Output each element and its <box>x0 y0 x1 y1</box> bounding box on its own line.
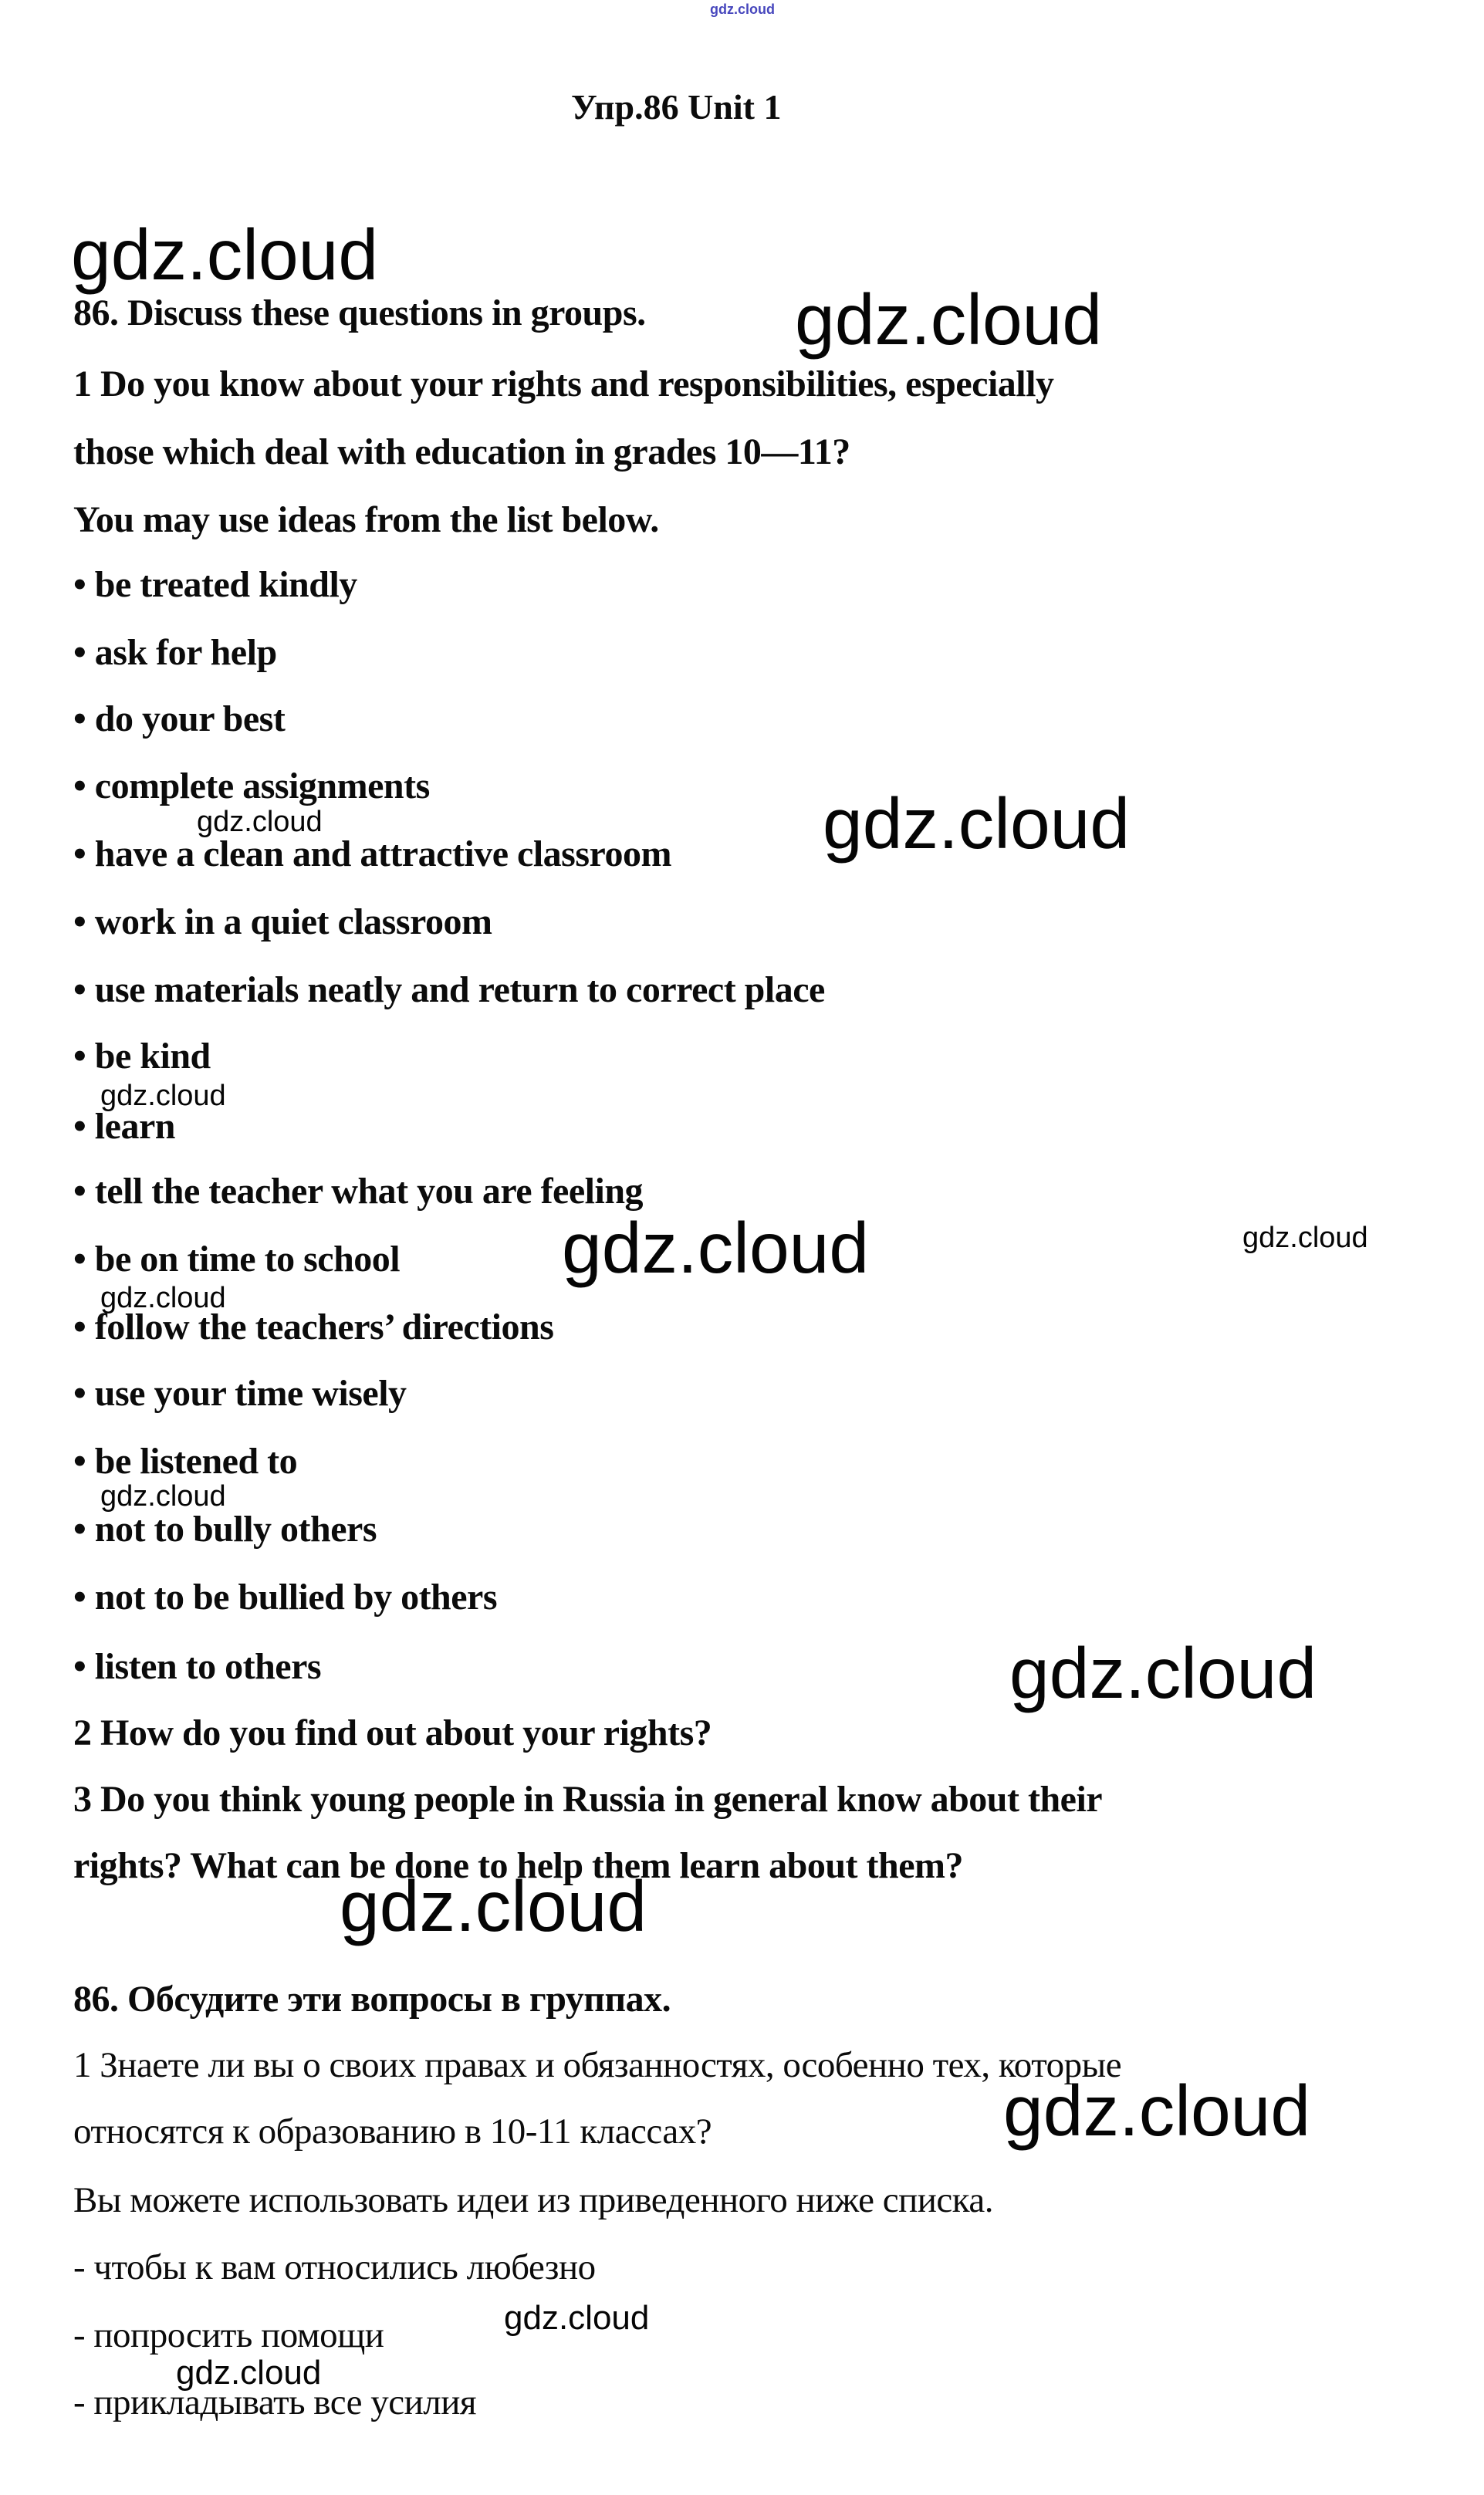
russian-list-item: - прикладывать все усилия <box>73 2382 476 2422</box>
watermark-bottom-2: gdz.cloud <box>176 2354 322 2392</box>
bullet-item: • be treated kindly <box>73 564 357 605</box>
watermark-large-5: gdz.cloud <box>1009 1633 1317 1713</box>
watermark-small-4: gdz.cloud <box>100 1480 226 1513</box>
watermark-large-6: gdz.cloud <box>340 1866 647 1946</box>
exercise-heading-ru: 86. Обсудите эти вопросы в группах. <box>73 1979 671 2020</box>
question-1-line-2: those which deal with education in grades 10—11? <box>73 431 850 472</box>
russian-paragraph-line: относятся к образованию в 10-11 классах? <box>73 2111 712 2152</box>
watermark-small-right: gdz.cloud <box>1242 1222 1368 1254</box>
russian-list-item: - попросить помощи <box>73 2315 384 2355</box>
russian-paragraph-line: Вы можете использовать идеи из приведенного ниже списка. <box>73 2180 994 2220</box>
bullet-item: • use your time wisely <box>73 1373 407 1414</box>
bullet-item: • work in a quiet classroom <box>73 901 492 942</box>
bullet-item: • ask for help <box>73 632 277 673</box>
watermark-tiny-top: gdz.cloud <box>710 2 775 17</box>
question-2: 2 How do you find out about your rights? <box>73 1712 712 1753</box>
bullet-item: • not to be bullied by others <box>73 1577 498 1618</box>
watermark-large-7: gdz.cloud <box>1003 2071 1311 2151</box>
watermark-large-3: gdz.cloud <box>823 783 1131 864</box>
bullet-item: • have a clean and attractive classroom <box>73 833 671 874</box>
question-3-line-1: 3 Do you think young people in Russia in general know about their <box>73 1779 1103 1820</box>
bullet-item: • be on time to school <box>73 1239 401 1280</box>
watermark-bottom-1: gdz.cloud <box>504 2299 650 2337</box>
bullet-item: • listen to others <box>73 1646 322 1687</box>
bullet-item: • complete assignments <box>73 766 430 806</box>
bullet-item: • learn <box>73 1106 175 1147</box>
question-1-line-3: You may use ideas from the list below. <box>73 499 659 540</box>
bullet-item: • do your best <box>73 698 286 739</box>
bullet-item: • be kind <box>73 1036 211 1077</box>
watermark-large-4: gdz.cloud <box>562 1208 870 1288</box>
bullet-item: • follow the teachers’ directions <box>73 1307 554 1347</box>
watermark-small-3: gdz.cloud <box>100 1282 226 1314</box>
question-3-line-2: rights? What can be done to help them learn about them? <box>73 1845 963 1886</box>
page-title: Упр.86 Unit 1 <box>571 87 782 127</box>
watermark-large-2: gdz.cloud <box>795 279 1103 360</box>
bullet-item: • not to bully others <box>73 1509 377 1550</box>
russian-list-item: - чтобы к вам относились любезно <box>73 2247 596 2287</box>
bullet-item: • be listened to <box>73 1441 298 1482</box>
watermark-small-1: gdz.cloud <box>197 806 323 838</box>
exercise-heading-en: 86. Discuss these questions in groups. <box>73 292 646 333</box>
bullet-item: • tell the teacher what you are feeling <box>73 1171 644 1212</box>
bullet-item: • use materials neatly and return to correct place <box>73 969 825 1010</box>
question-1-line-1: 1 Do you know about your rights and responsibilities, especially <box>73 363 1054 404</box>
watermark-large-1: gdz.cloud <box>71 215 379 295</box>
watermark-small-2: gdz.cloud <box>100 1080 226 1112</box>
russian-paragraph-line: 1 Знаете ли вы о своих правах и обязанностях, особенно тех, которые <box>73 2045 1122 2085</box>
